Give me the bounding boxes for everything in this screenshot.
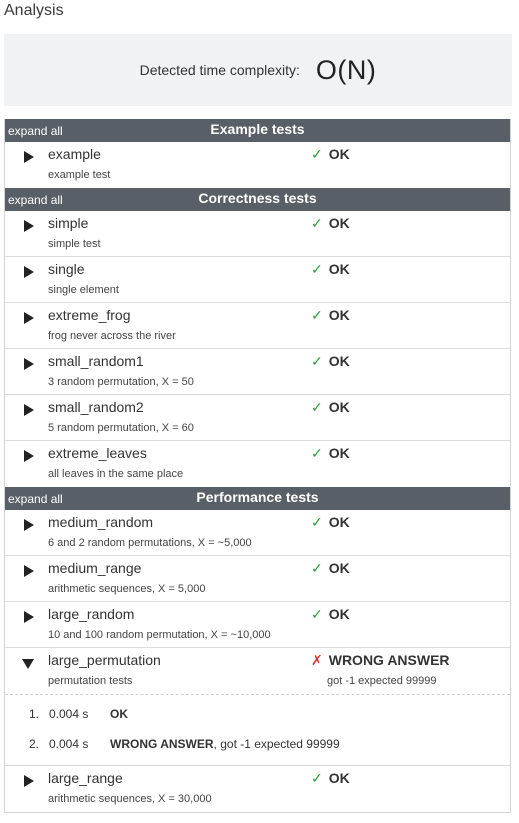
test-description: example test — [48, 169, 111, 181]
test-name: small_random2 — [48, 399, 144, 415]
triangle-right-icon[interactable] — [21, 264, 37, 280]
check-icon: ✓ — [311, 560, 323, 576]
test-name: large_random — [48, 606, 135, 622]
group-header-correctness — [5, 188, 510, 211]
test-row[interactable] — [5, 510, 510, 556]
page-title: Analysis — [4, 2, 64, 19]
test-name: medium_range — [48, 560, 142, 576]
test-status — [311, 560, 350, 577]
run-result-extra: , got -1 expected 99999 — [213, 737, 340, 751]
status-detail: got -1 expected 99999 — [327, 675, 437, 687]
status-label: OK — [328, 560, 350, 576]
test-name: medium_random — [48, 514, 154, 530]
test-status — [311, 770, 350, 787]
group-title: Performance tests — [196, 489, 319, 505]
test-status — [311, 445, 350, 462]
status-label: OK — [328, 445, 350, 461]
complexity-label: Detected time complexity: — [139, 62, 300, 78]
test-row[interactable] — [5, 349, 510, 395]
check-icon: ✓ — [311, 353, 323, 369]
test-status — [311, 215, 350, 232]
run-details — [5, 694, 510, 766]
test-row[interactable] — [5, 211, 510, 257]
test-row-expanded[interactable] — [5, 648, 510, 694]
test-name: extreme_frog — [48, 307, 131, 323]
expand-all-button[interactable]: expand all — [8, 492, 63, 506]
check-icon: ✓ — [311, 514, 323, 530]
triangle-right-icon[interactable] — [21, 773, 37, 789]
expand-all-button[interactable]: expand all — [8, 193, 63, 207]
test-description: frog never across the river — [48, 330, 176, 342]
test-status — [311, 146, 350, 163]
test-name: simple — [48, 215, 89, 231]
test-description: 5 random permutation, X = 60 — [48, 422, 194, 434]
test-row[interactable] — [5, 602, 510, 648]
run-index: 2. — [28, 737, 39, 751]
test-status — [311, 307, 350, 324]
test-name: large_range — [48, 770, 123, 786]
test-description: arithmetic sequences, X = 30,000 — [48, 793, 212, 805]
triangle-right-icon[interactable] — [21, 356, 37, 372]
run-index: 1. — [28, 707, 39, 721]
triangle-right-icon[interactable] — [21, 149, 37, 165]
test-status — [311, 399, 350, 416]
check-icon: ✓ — [311, 770, 323, 786]
check-icon: ✓ — [311, 261, 323, 277]
tests-table — [4, 119, 511, 813]
test-status — [311, 606, 350, 623]
test-name: extreme_leaves — [48, 445, 147, 461]
test-description: 10 and 100 random permutation, X = ~10,000 — [48, 629, 271, 641]
test-row[interactable] — [5, 766, 510, 812]
triangle-right-icon[interactable] — [21, 609, 37, 625]
test-name: example — [48, 146, 101, 162]
check-icon: ✓ — [311, 307, 323, 323]
test-description: permutation tests — [48, 675, 133, 687]
test-status — [311, 261, 350, 278]
status-label: OK — [328, 215, 350, 231]
test-name: small_random1 — [48, 353, 144, 369]
run-result — [110, 707, 128, 721]
run-result-status: OK — [110, 707, 128, 721]
test-description: 6 and 2 random permutations, X = ~5,000 — [48, 537, 252, 549]
group-header-example — [5, 119, 510, 142]
status-label: OK — [328, 770, 350, 786]
run-time: 0.004 s — [49, 737, 89, 751]
test-row[interactable] — [5, 556, 510, 602]
test-name: large_permutation — [48, 652, 161, 668]
run-result-status: WRONG ANSWER — [110, 737, 214, 751]
check-icon: ✓ — [311, 445, 323, 461]
test-row[interactable] — [5, 303, 510, 349]
status-label: OK — [328, 307, 350, 323]
status-label: OK — [328, 353, 350, 369]
complexity-summary — [4, 34, 512, 106]
test-row[interactable] — [5, 441, 510, 487]
run-result — [110, 737, 340, 751]
group-title: Correctness tests — [198, 190, 317, 206]
status-label: OK — [328, 399, 350, 415]
cross-icon: ✗ — [311, 652, 323, 668]
status-label: OK — [328, 146, 350, 162]
test-description: arithmetic sequences, X = 5,000 — [48, 583, 206, 595]
triangle-right-icon[interactable] — [21, 517, 37, 533]
test-status — [311, 353, 350, 370]
test-description: 3 random permutation, X = 50 — [48, 376, 194, 388]
status-label: OK — [328, 514, 350, 530]
group-title: Example tests — [210, 121, 305, 137]
triangle-down-icon[interactable] — [21, 655, 37, 671]
triangle-right-icon[interactable] — [21, 448, 37, 464]
triangle-right-icon[interactable] — [21, 218, 37, 234]
status-label: OK — [328, 261, 350, 277]
status-label: OK — [328, 606, 350, 622]
test-row[interactable] — [5, 257, 510, 303]
group-header-performance — [5, 487, 510, 510]
test-description: single element — [48, 284, 119, 296]
triangle-right-icon[interactable] — [21, 310, 37, 326]
test-row[interactable] — [5, 142, 510, 188]
test-row[interactable] — [5, 395, 510, 441]
check-icon: ✓ — [311, 399, 323, 415]
complexity-value: O(N) — [315, 54, 377, 85]
test-name: single — [48, 261, 85, 277]
check-icon: ✓ — [311, 215, 323, 231]
test-status — [311, 652, 450, 669]
triangle-right-icon[interactable] — [21, 402, 37, 418]
run-time: 0.004 s — [49, 707, 89, 721]
expand-all-button[interactable]: expand all — [8, 124, 63, 138]
test-description: all leaves in the same place — [48, 468, 184, 480]
triangle-right-icon[interactable] — [21, 563, 37, 579]
test-status — [311, 514, 350, 531]
status-label: WRONG ANSWER — [328, 652, 450, 668]
test-description: simple test — [48, 238, 101, 250]
check-icon: ✓ — [311, 606, 323, 622]
check-icon: ✓ — [311, 146, 323, 162]
